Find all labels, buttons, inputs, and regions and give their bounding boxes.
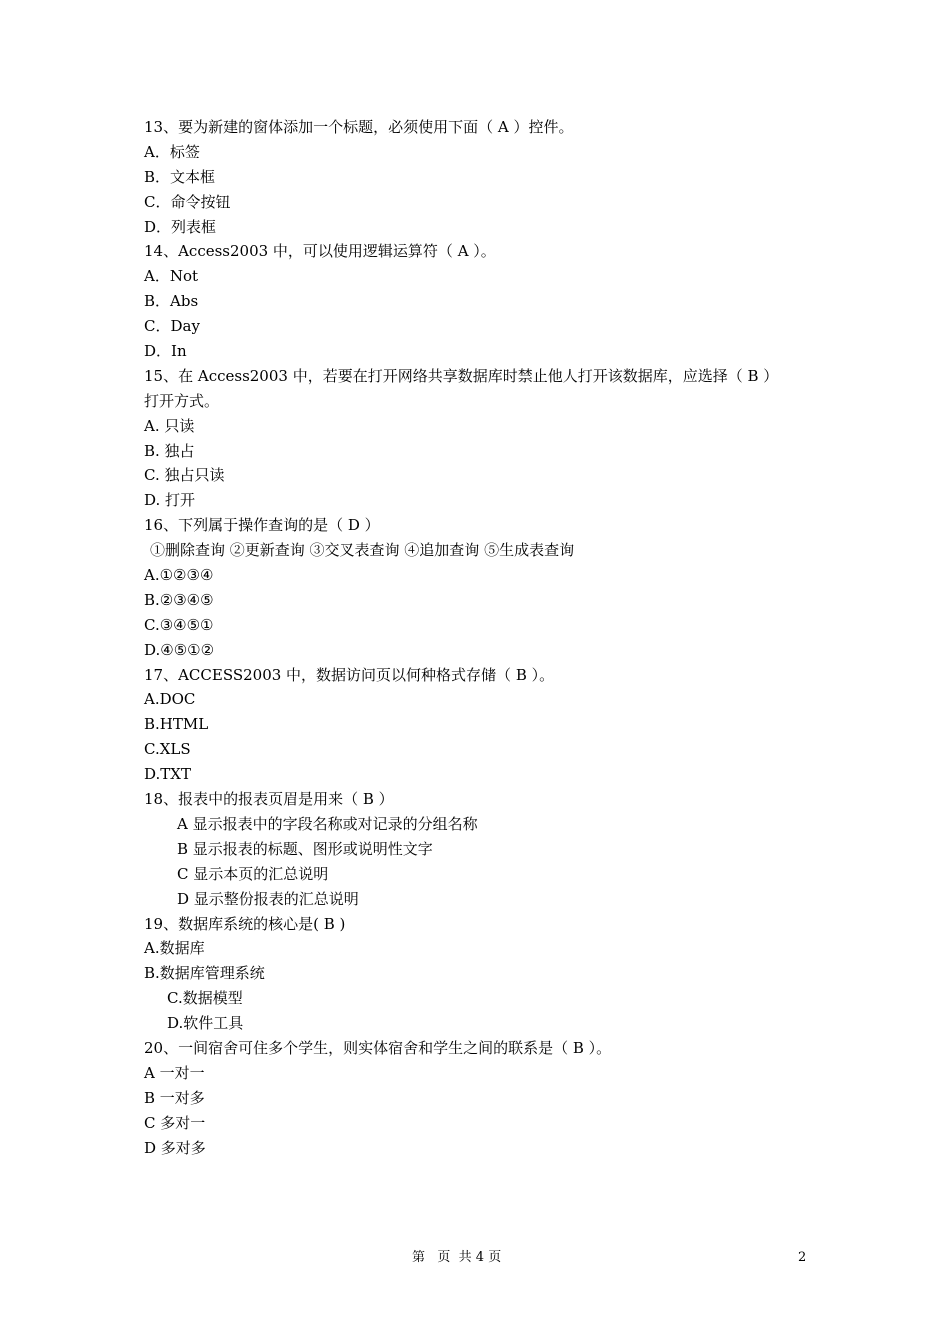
option-b: B 一对多 <box>144 1088 205 1107</box>
option-c: C.数据模型 <box>167 989 243 1008</box>
page-count-label: 第 页 共 4 页 <box>412 1250 502 1265</box>
option-d: D．In <box>144 342 187 361</box>
option-c: C.③④⑤① <box>144 615 214 634</box>
question-16: 16、下列属于操作查询的是（ D ） <box>144 516 380 535</box>
option-c: C．命令按钮 <box>144 192 231 211</box>
option-b: B.HTML <box>144 715 209 734</box>
option-b: B 显示报表的标题、图形或说明性文字 <box>177 839 433 858</box>
question-17: 17、ACCESS2003 中，数据访问页以何种格式存储（ B ）。 <box>144 665 555 684</box>
question-15: 15、在 Access2003 中，若要在打开网络共享数据库时禁止他人打开该数据库，应选择（ B ） <box>144 366 779 385</box>
question-20: 20、一间宿舍可住多个学生，则实体宿舍和学生之间的联系是（ B ）。 <box>144 1038 612 1057</box>
question-14: 14、Access2003 中，可以使用逻辑运算符（ A ）。 <box>144 242 496 261</box>
option-a: A.①②③④ <box>144 566 214 585</box>
option-d: D.TXT <box>144 765 191 784</box>
question-19: 19、数据库系统的核心是( B ) <box>144 914 346 933</box>
question-18: 18、报表中的报表页眉是用来（ B ） <box>144 790 394 809</box>
question-16-items: ①删除查询 ②更新查询 ③交叉表查询 ④追加查询 ⑤生成表查询 <box>150 541 575 560</box>
question-15-continued: 打开方式。 <box>144 391 220 410</box>
option-b: B.②③④⑤ <box>144 590 214 609</box>
option-d: D．列表框 <box>144 217 217 236</box>
option-d: D 多对多 <box>144 1138 206 1157</box>
page-number: 2 <box>798 1250 807 1265</box>
option-c: C 多对一 <box>144 1113 206 1132</box>
option-d: D.软件工具 <box>167 1014 244 1033</box>
option-b: B．Abs <box>144 292 199 311</box>
option-a: A.DOC <box>144 690 196 709</box>
option-a: A．Not <box>144 267 199 286</box>
option-c: C 显示本页的汇总说明 <box>177 864 329 883</box>
option-c: C．Day <box>144 317 200 336</box>
option-a: A．标签 <box>144 142 200 161</box>
document-body <box>0 115 950 1160</box>
option-a: A 显示报表中的字段名称或对记录的分组名称 <box>177 814 478 833</box>
option-a: A 一对一 <box>144 1063 205 1082</box>
option-b: B．文本框 <box>144 167 216 186</box>
option-d: D. 打开 <box>144 491 196 510</box>
option-c: C.XLS <box>144 740 191 759</box>
option-c: C. 独占只读 <box>144 466 225 485</box>
option-d: D.④⑤①② <box>144 640 215 659</box>
option-d: D 显示整份报表的汇总说明 <box>177 889 359 908</box>
option-a: A. 只读 <box>144 416 195 435</box>
page-footer <box>0 1247 950 1269</box>
question-13: 13、要为新建的窗体添加一个标题，必须使用下面（ A ）控件。 <box>144 118 574 136</box>
option-b: B. 独占 <box>144 441 195 460</box>
option-b: B.数据库管理系统 <box>144 964 265 983</box>
option-a: A.数据库 <box>144 939 205 958</box>
